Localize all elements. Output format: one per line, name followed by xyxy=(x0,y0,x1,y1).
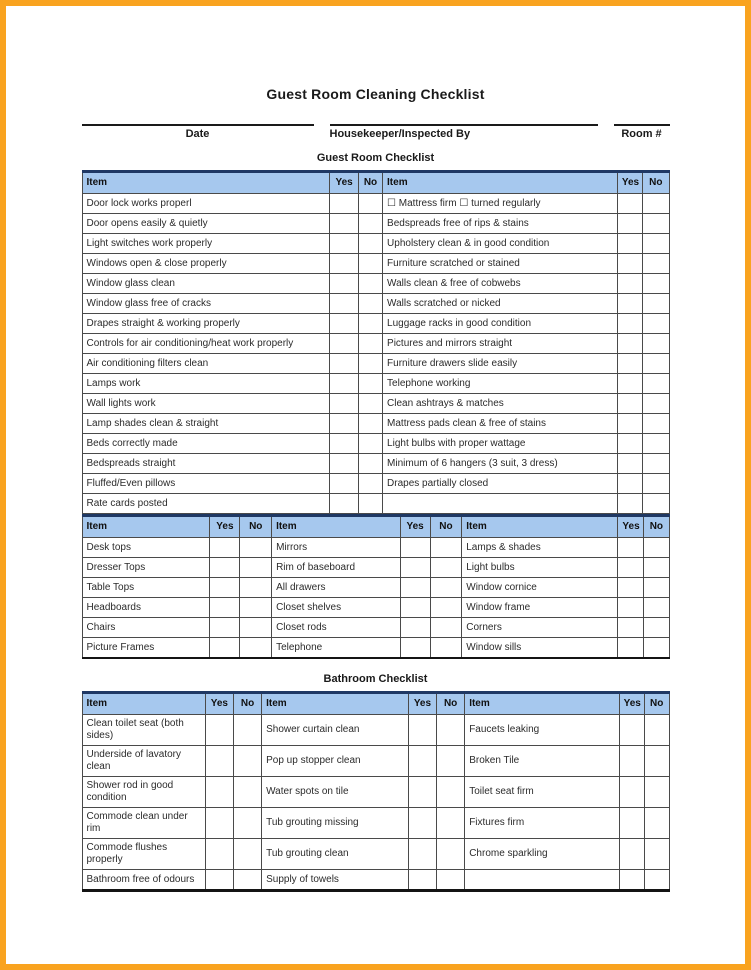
yes-answer-cell[interactable] xyxy=(205,777,233,808)
yes-answer-cell[interactable] xyxy=(330,294,359,314)
yes-answer-cell[interactable] xyxy=(330,474,359,494)
column-header-item: Item xyxy=(82,693,205,715)
item-cell: Light switches work properly xyxy=(82,234,330,254)
item-cell: Windows open & close properly xyxy=(82,254,330,274)
item-cell: Pictures and mirrors straight xyxy=(383,334,618,354)
table-row xyxy=(82,294,669,314)
item-cell: Commode flushes properly xyxy=(82,839,205,870)
item-cell: Light bulbs xyxy=(462,558,618,578)
no-answer-cell[interactable] xyxy=(643,274,669,294)
yes-answer-cell[interactable] xyxy=(617,234,642,254)
room-number-label: Room # xyxy=(621,128,662,140)
table-row xyxy=(82,839,669,870)
date-signature-field[interactable] xyxy=(82,124,314,140)
no-answer-cell[interactable] xyxy=(240,638,272,659)
no-answer-cell[interactable] xyxy=(233,715,261,746)
item-cell: Furniture scratched or stained xyxy=(383,254,618,274)
item-cell: Pop up stopper clean xyxy=(262,746,409,777)
column-header-no: No xyxy=(644,516,669,538)
item-cell: Light bulbs with proper wattage xyxy=(383,434,618,454)
item-cell: Rim of baseboard xyxy=(272,558,401,578)
no-answer-cell[interactable] xyxy=(644,598,669,618)
yes-answer-cell[interactable] xyxy=(618,598,644,618)
no-answer-cell[interactable] xyxy=(358,354,382,374)
table-row xyxy=(82,254,669,274)
signature-row xyxy=(82,124,670,140)
yes-answer-cell[interactable] xyxy=(205,870,233,891)
bathroom-section-title: Bathroom Checklist xyxy=(323,673,428,685)
no-answer-cell[interactable] xyxy=(358,314,382,334)
no-answer-cell[interactable] xyxy=(240,538,272,558)
table-row xyxy=(82,598,669,618)
no-answer-cell[interactable] xyxy=(358,334,382,354)
yes-answer-cell[interactable] xyxy=(619,808,644,839)
no-answer-cell[interactable] xyxy=(358,434,382,454)
yes-answer-cell[interactable] xyxy=(408,746,436,777)
yes-answer-cell[interactable] xyxy=(617,454,642,474)
no-answer-cell[interactable] xyxy=(643,334,669,354)
item-cell: Drapes straight & working properly xyxy=(82,314,330,334)
table-header-row xyxy=(82,693,669,715)
item-cell: Controls for air conditioning/heat work properly xyxy=(82,334,330,354)
item-cell: Dresser Tops xyxy=(82,558,210,578)
yes-answer-cell[interactable] xyxy=(330,274,359,294)
item-cell: Fluffed/Even pillows xyxy=(82,474,330,494)
no-answer-cell[interactable] xyxy=(644,558,669,578)
item-cell: Lamps work xyxy=(82,374,330,394)
item-cell: Telephone xyxy=(272,638,401,659)
table-row xyxy=(82,234,669,254)
yes-answer-cell[interactable] xyxy=(617,254,642,274)
no-answer-cell[interactable] xyxy=(437,777,465,808)
item-cell: Table Tops xyxy=(82,578,210,598)
item-cell xyxy=(465,870,619,891)
yes-answer-cell[interactable] xyxy=(617,414,642,434)
yes-answer-cell[interactable] xyxy=(330,454,359,474)
no-answer-cell[interactable] xyxy=(643,294,669,314)
item-cell: Shower rod in good condition xyxy=(82,777,205,808)
no-answer-cell[interactable] xyxy=(358,374,382,394)
table-row xyxy=(82,214,669,234)
item-cell: Drapes partially closed xyxy=(383,474,618,494)
yes-answer-cell[interactable] xyxy=(205,808,233,839)
yes-answer-cell[interactable] xyxy=(617,354,642,374)
no-answer-cell[interactable] xyxy=(430,538,462,558)
no-answer-cell[interactable] xyxy=(437,746,465,777)
item-cell: Upholstery clean & in good condition xyxy=(383,234,618,254)
table-row xyxy=(82,808,669,839)
table-row xyxy=(82,558,669,578)
table-row xyxy=(82,638,669,659)
no-answer-cell[interactable] xyxy=(643,354,669,374)
no-answer-cell[interactable] xyxy=(358,234,382,254)
yes-answer-cell[interactable] xyxy=(210,538,240,558)
item-cell: Commode clean under rim xyxy=(82,808,205,839)
column-header-no: No xyxy=(358,172,382,194)
column-header-item: Item xyxy=(82,516,210,538)
item-cell: Lamps & shades xyxy=(462,538,618,558)
no-answer-cell[interactable] xyxy=(233,808,261,839)
item-cell: ☐ Mattress firm ☐ turned regularly xyxy=(383,194,618,214)
table-row xyxy=(82,474,669,494)
bathroom-table-body xyxy=(82,715,669,891)
yes-answer-cell[interactable] xyxy=(330,374,359,394)
item-cell: Door opens easily & quietly xyxy=(82,214,330,234)
table-header-row xyxy=(82,516,669,538)
item-cell xyxy=(383,494,618,514)
item-cell: Bathroom free of odours xyxy=(82,870,205,891)
column-header-yes: Yes xyxy=(330,172,359,194)
column-header-yes: Yes xyxy=(617,172,642,194)
item-cell: Corners xyxy=(462,618,618,638)
no-answer-cell[interactable] xyxy=(233,870,261,891)
item-cell: Toilet seat firm xyxy=(465,777,619,808)
item-cell: Door lock works properl xyxy=(82,194,330,214)
yes-answer-cell[interactable] xyxy=(618,638,644,659)
yes-answer-cell[interactable] xyxy=(330,354,359,374)
no-answer-cell[interactable] xyxy=(644,777,669,808)
no-answer-cell[interactable] xyxy=(644,746,669,777)
table-row xyxy=(82,354,669,374)
no-answer-cell[interactable] xyxy=(643,494,669,514)
no-answer-cell[interactable] xyxy=(643,454,669,474)
no-answer-cell[interactable] xyxy=(358,214,382,234)
no-answer-cell[interactable] xyxy=(240,578,272,598)
column-header-yes: Yes xyxy=(205,693,233,715)
no-answer-cell[interactable] xyxy=(358,414,382,434)
page-title: Guest Room Cleaning Checklist xyxy=(266,86,485,102)
no-answer-cell[interactable] xyxy=(430,598,462,618)
yes-answer-cell[interactable] xyxy=(210,578,240,598)
item-cell: Air conditioning filters clean xyxy=(82,354,330,374)
guest-room-table-body xyxy=(82,194,669,514)
no-answer-cell[interactable] xyxy=(643,234,669,254)
guest-room-section-title: Guest Room Checklist xyxy=(316,152,435,164)
item-cell: Picture Frames xyxy=(82,638,210,659)
table-row xyxy=(82,414,669,434)
no-answer-cell[interactable] xyxy=(643,434,669,454)
no-answer-cell[interactable] xyxy=(437,715,465,746)
no-answer-cell[interactable] xyxy=(358,454,382,474)
item-cell: Walls scratched or nicked xyxy=(383,294,618,314)
no-answer-cell[interactable] xyxy=(430,578,462,598)
guest-room-checklist-table xyxy=(82,170,670,514)
yes-answer-cell[interactable] xyxy=(330,234,359,254)
item-cell: Headboards xyxy=(82,598,210,618)
yes-answer-cell[interactable] xyxy=(408,808,436,839)
no-answer-cell[interactable] xyxy=(430,618,462,638)
yes-answer-cell[interactable] xyxy=(617,314,642,334)
no-answer-cell[interactable] xyxy=(644,538,669,558)
surfaces-checklist-table xyxy=(82,514,670,659)
item-cell: Rate cards posted xyxy=(82,494,330,514)
room-number-field[interactable] xyxy=(614,124,670,140)
item-cell: Beds correctly made xyxy=(82,434,330,454)
no-answer-cell[interactable] xyxy=(358,494,382,514)
housekeeper-signature-field[interactable] xyxy=(330,124,598,140)
bathroom-checklist-table xyxy=(82,691,670,892)
item-cell: Mirrors xyxy=(272,538,401,558)
yes-answer-cell[interactable] xyxy=(205,839,233,870)
no-answer-cell[interactable] xyxy=(644,638,669,659)
table-row xyxy=(82,454,669,474)
item-cell: Supply of towels xyxy=(262,870,409,891)
item-cell: Window sills xyxy=(462,638,618,659)
table-row xyxy=(82,538,669,558)
item-cell: Shower curtain clean xyxy=(262,715,409,746)
no-answer-cell[interactable] xyxy=(240,598,272,618)
column-header-no: No xyxy=(430,516,462,538)
yes-answer-cell[interactable] xyxy=(205,746,233,777)
yes-answer-cell[interactable] xyxy=(618,578,644,598)
item-cell: Clean toilet seat (both sides) xyxy=(82,715,205,746)
yes-answer-cell[interactable] xyxy=(619,715,644,746)
yes-answer-cell[interactable] xyxy=(205,715,233,746)
item-cell: Wall lights work xyxy=(82,394,330,414)
yes-answer-cell[interactable] xyxy=(400,578,430,598)
no-answer-cell[interactable] xyxy=(233,746,261,777)
yes-answer-cell[interactable] xyxy=(617,374,642,394)
item-cell: Bedspreads straight xyxy=(82,454,330,474)
no-answer-cell[interactable] xyxy=(643,374,669,394)
yes-answer-cell[interactable] xyxy=(400,538,430,558)
yes-answer-cell[interactable] xyxy=(617,214,642,234)
column-header-no: No xyxy=(240,516,272,538)
yes-answer-cell[interactable] xyxy=(330,434,359,454)
no-answer-cell[interactable] xyxy=(643,194,669,214)
no-answer-cell[interactable] xyxy=(358,394,382,414)
no-answer-cell[interactable] xyxy=(358,274,382,294)
column-header-item: Item xyxy=(383,172,618,194)
table-row xyxy=(82,870,669,891)
item-cell: Closet rods xyxy=(272,618,401,638)
yes-answer-cell[interactable] xyxy=(400,598,430,618)
no-answer-cell[interactable] xyxy=(358,474,382,494)
yes-answer-cell[interactable] xyxy=(408,870,436,891)
column-header-item: Item xyxy=(82,172,330,194)
no-answer-cell[interactable] xyxy=(233,777,261,808)
table-row xyxy=(82,578,669,598)
yes-answer-cell[interactable] xyxy=(210,618,240,638)
no-answer-cell[interactable] xyxy=(643,414,669,434)
no-answer-cell[interactable] xyxy=(644,808,669,839)
item-cell: Tub grouting missing xyxy=(262,808,409,839)
column-header-yes: Yes xyxy=(618,516,644,538)
yes-answer-cell[interactable] xyxy=(619,870,644,891)
no-answer-cell[interactable] xyxy=(643,474,669,494)
item-cell: Window glass free of cracks xyxy=(82,294,330,314)
column-header-item: Item xyxy=(465,693,619,715)
table-row xyxy=(82,715,669,746)
document-body xyxy=(82,86,670,892)
yes-answer-cell[interactable] xyxy=(330,254,359,274)
item-cell: Bedspreads free of rips & stains xyxy=(383,214,618,234)
column-header-no: No xyxy=(643,172,669,194)
item-cell: Window frame xyxy=(462,598,618,618)
no-answer-cell[interactable] xyxy=(240,558,272,578)
table-row xyxy=(82,494,669,514)
table-row xyxy=(82,618,669,638)
yes-answer-cell[interactable] xyxy=(330,194,359,214)
yes-answer-cell[interactable] xyxy=(330,314,359,334)
item-cell: Mattress pads clean & free of stains xyxy=(383,414,618,434)
yes-answer-cell[interactable] xyxy=(617,334,642,354)
item-cell: Furniture drawers slide easily xyxy=(383,354,618,374)
no-answer-cell[interactable] xyxy=(644,715,669,746)
yes-answer-cell[interactable] xyxy=(617,434,642,454)
yes-answer-cell[interactable] xyxy=(330,494,359,514)
yes-answer-cell[interactable] xyxy=(618,538,644,558)
item-cell: Closet shelves xyxy=(272,598,401,618)
no-answer-cell[interactable] xyxy=(437,839,465,870)
item-cell: Chairs xyxy=(82,618,210,638)
item-cell: Window cornice xyxy=(462,578,618,598)
item-cell: Clean ashtrays & matches xyxy=(383,394,618,414)
yes-answer-cell[interactable] xyxy=(408,777,436,808)
item-cell: Chrome sparkling xyxy=(465,839,619,870)
item-cell: All drawers xyxy=(272,578,401,598)
yes-answer-cell[interactable] xyxy=(330,214,359,234)
yes-answer-cell[interactable] xyxy=(619,746,644,777)
column-header-yes: Yes xyxy=(210,516,240,538)
no-answer-cell[interactable] xyxy=(644,618,669,638)
item-cell: Lamp shades clean & straight xyxy=(82,414,330,434)
table-row xyxy=(82,314,669,334)
yes-answer-cell[interactable] xyxy=(617,294,642,314)
table-row xyxy=(82,374,669,394)
yes-answer-cell[interactable] xyxy=(210,598,240,618)
yes-answer-cell[interactable] xyxy=(618,618,644,638)
housekeeper-label: Housekeeper/Inspected By xyxy=(329,128,471,140)
column-header-yes: Yes xyxy=(408,693,436,715)
item-cell: Minimum of 6 hangers (3 suit, 3 dress) xyxy=(383,454,618,474)
item-cell: Tub grouting clean xyxy=(262,839,409,870)
column-header-item: Item xyxy=(462,516,618,538)
yes-answer-cell[interactable] xyxy=(400,638,430,659)
yes-answer-cell[interactable] xyxy=(619,777,644,808)
column-header-yes: Yes xyxy=(400,516,430,538)
table-row xyxy=(82,394,669,414)
yes-answer-cell[interactable] xyxy=(400,618,430,638)
yes-answer-cell[interactable] xyxy=(618,558,644,578)
item-cell: Window glass clean xyxy=(82,274,330,294)
item-cell: Fixtures firm xyxy=(465,808,619,839)
item-cell: Desk tops xyxy=(82,538,210,558)
yes-answer-cell[interactable] xyxy=(400,558,430,578)
yes-answer-cell[interactable] xyxy=(210,638,240,659)
date-label: Date xyxy=(185,128,210,140)
item-cell: Walls clean & free of cobwebs xyxy=(383,274,618,294)
column-header-no: No xyxy=(644,693,669,715)
column-header-yes: Yes xyxy=(619,693,644,715)
yes-answer-cell[interactable] xyxy=(617,194,642,214)
yes-answer-cell[interactable] xyxy=(617,394,642,414)
item-cell: Luggage racks in good condition xyxy=(383,314,618,334)
no-answer-cell[interactable] xyxy=(643,314,669,334)
column-header-no: No xyxy=(233,693,261,715)
table-row xyxy=(82,194,669,214)
no-answer-cell[interactable] xyxy=(240,618,272,638)
yes-answer-cell[interactable] xyxy=(330,334,359,354)
table-row xyxy=(82,434,669,454)
table-row xyxy=(82,777,669,808)
no-answer-cell[interactable] xyxy=(644,870,669,891)
column-header-no: No xyxy=(437,693,465,715)
column-header-item: Item xyxy=(262,693,409,715)
yes-answer-cell[interactable] xyxy=(617,274,642,294)
yes-answer-cell[interactable] xyxy=(619,839,644,870)
item-cell: Faucets leaking xyxy=(465,715,619,746)
no-answer-cell[interactable] xyxy=(643,214,669,234)
item-cell: Telephone working xyxy=(383,374,618,394)
yes-answer-cell[interactable] xyxy=(330,414,359,434)
yes-answer-cell[interactable] xyxy=(408,715,436,746)
yes-answer-cell[interactable] xyxy=(330,394,359,414)
no-answer-cell[interactable] xyxy=(430,638,462,659)
no-answer-cell[interactable] xyxy=(437,808,465,839)
item-cell: Broken Tile xyxy=(465,746,619,777)
yes-answer-cell[interactable] xyxy=(617,494,642,514)
table-row xyxy=(82,746,669,777)
no-answer-cell[interactable] xyxy=(643,254,669,274)
no-answer-cell[interactable] xyxy=(358,294,382,314)
surfaces-table-body xyxy=(82,538,669,659)
table-row xyxy=(82,334,669,354)
no-answer-cell[interactable] xyxy=(430,558,462,578)
no-answer-cell[interactable] xyxy=(644,578,669,598)
yes-answer-cell[interactable] xyxy=(408,839,436,870)
no-answer-cell[interactable] xyxy=(643,394,669,414)
no-answer-cell[interactable] xyxy=(437,870,465,891)
table-row xyxy=(82,274,669,294)
column-header-item: Item xyxy=(272,516,401,538)
yes-answer-cell[interactable] xyxy=(617,474,642,494)
table-header-row xyxy=(82,172,669,194)
no-answer-cell[interactable] xyxy=(358,194,382,214)
item-cell: Underside of lavatory clean xyxy=(82,746,205,777)
yes-answer-cell[interactable] xyxy=(210,558,240,578)
no-answer-cell[interactable] xyxy=(644,839,669,870)
no-answer-cell[interactable] xyxy=(233,839,261,870)
item-cell: Water spots on tile xyxy=(262,777,409,808)
no-answer-cell[interactable] xyxy=(358,254,382,274)
